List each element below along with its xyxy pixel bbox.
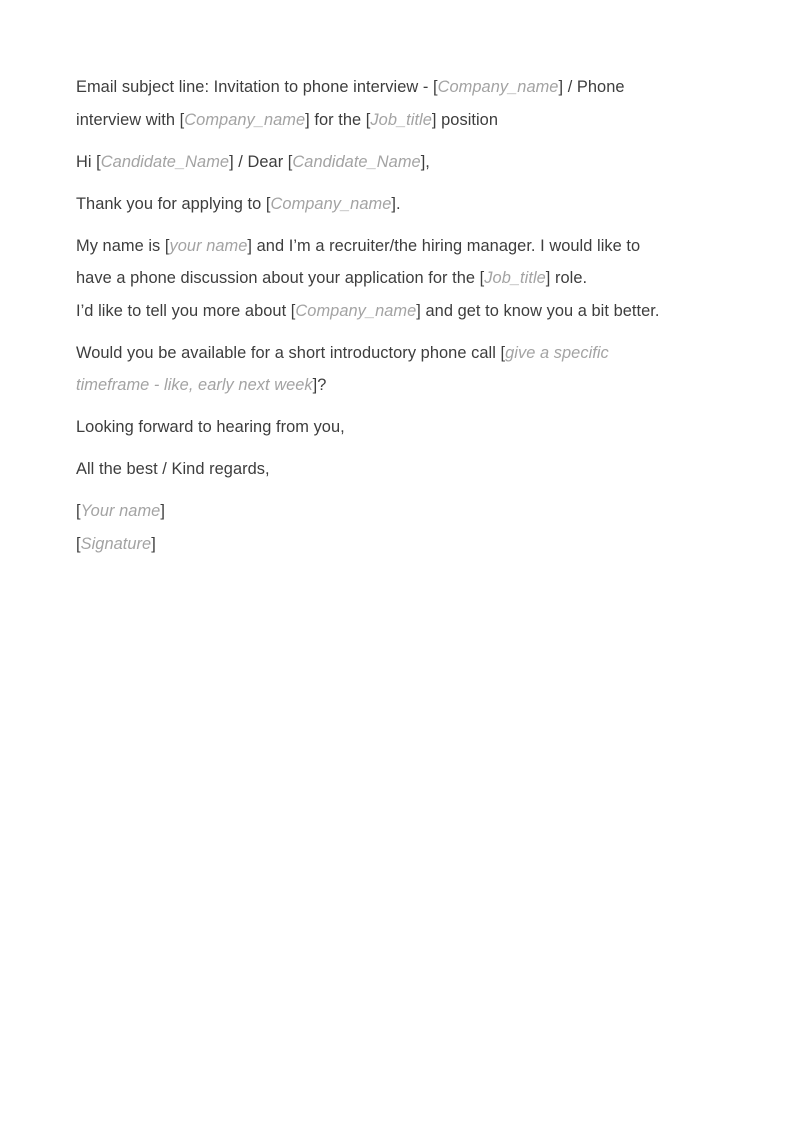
signoff-block	[76, 495, 726, 560]
bracket: ]	[151, 534, 156, 553]
placeholder-company-name: Company_name	[295, 301, 417, 320]
greeting-line	[76, 146, 726, 179]
regards-line: All the best / Kind regards,	[76, 460, 270, 478]
intro-text: I’d like to tell you more about [	[76, 301, 296, 320]
availability-text: Would you be available for a short introductory phone call [	[76, 343, 506, 362]
intro-text: ] role.	[545, 269, 588, 287]
placeholder-timeframe: timeframe - like, early next week	[76, 376, 313, 394]
placeholder-your-name: Your name	[80, 502, 161, 520]
intro-line-2	[76, 262, 726, 295]
placeholder-your-name: your name	[169, 236, 248, 255]
signoff-name-line	[76, 495, 726, 528]
closing-line: Looking forward to hearing from you,	[76, 418, 345, 436]
subject-text: ] for the [	[305, 110, 371, 129]
thanks-text: ].	[391, 194, 401, 213]
placeholder-candidate-name: Candidate_Name	[100, 152, 230, 171]
availability-text: ]?	[312, 376, 327, 394]
subject-line	[76, 71, 726, 136]
subject-line-2	[76, 104, 726, 137]
placeholder-company-name: Company_name	[437, 78, 559, 96]
subject-text: ] / Phone	[558, 78, 625, 96]
intro-text: have a phone discussion about your application for the [	[76, 269, 485, 287]
bracket: [	[76, 534, 81, 553]
placeholder-job-title: Job_title	[370, 110, 432, 129]
intro-paragraph	[76, 230, 726, 328]
signoff-signature-line	[76, 528, 726, 561]
thanks-line	[76, 188, 726, 221]
bracket: [	[76, 502, 81, 520]
thanks-paragraph	[76, 188, 726, 221]
greeting-text: ],	[420, 152, 430, 171]
subject-text: Email subject line: Invitation to phone interview - [	[76, 78, 438, 96]
placeholder-company-name: Company_name	[270, 194, 392, 213]
greeting-text: ] / Dear [	[229, 152, 293, 171]
thanks-text: Thank you for applying to [	[76, 194, 271, 213]
availability-line-2	[76, 369, 726, 402]
availability-line-1	[76, 337, 726, 370]
placeholder-signature: Signature	[80, 534, 152, 553]
subject-text: ] position	[431, 110, 499, 129]
greeting-text: Hi [	[76, 152, 101, 171]
bracket: ]	[160, 502, 165, 520]
intro-text: ] and I’m a recruiter/the hiring manager. I would like to	[247, 236, 641, 255]
intro-line-1	[76, 230, 726, 263]
letter-body	[76, 71, 726, 560]
subject-line-1	[76, 71, 726, 104]
intro-text: My name is [	[76, 236, 170, 255]
subject-text: interview with [	[76, 110, 185, 129]
placeholder-candidate-name: Candidate_Name	[292, 152, 421, 171]
intro-line-3	[76, 295, 726, 328]
intro-text: ] and get to know you a bit better.	[416, 301, 660, 320]
placeholder-job-title: Job_title	[484, 269, 546, 287]
greeting	[76, 146, 726, 179]
placeholder-timeframe: give a specific	[505, 343, 609, 362]
availability-paragraph	[76, 337, 726, 402]
placeholder-company-name: Company_name	[184, 110, 306, 129]
